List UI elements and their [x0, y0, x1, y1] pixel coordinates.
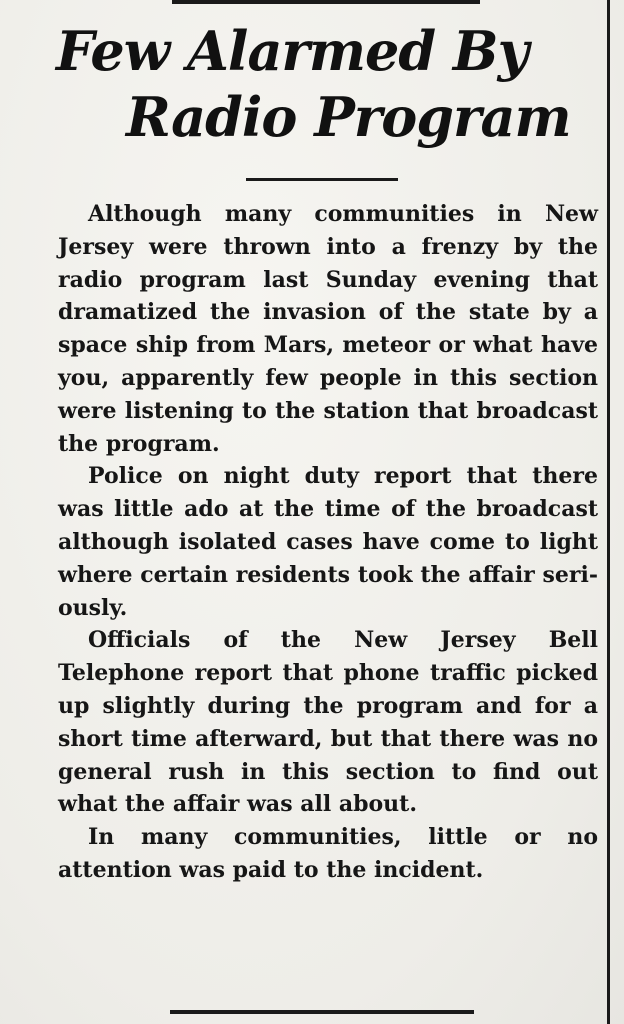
headline-divider-rule — [246, 178, 398, 181]
headline — [40, 18, 610, 150]
article-paragraph-1: Although many communities in New Jersey were thrown into a frenzy by the radio program last Sunday evening that dramatized the invasion of the state by a space ship from Mars, meteor or what have you, apparently few people in this section were listening to the station that broadcast the program. — [58, 201, 598, 457]
bottom-divider-rule — [170, 1010, 474, 1014]
article-paragraph-4: In many communities, little or no attention was paid to the incident. — [58, 824, 598, 883]
column-divider-rule — [607, 0, 610, 1024]
top-divider-rule — [172, 0, 480, 4]
article-paragraph-2: Police on night duty report that there was little ado at the time of the broadcast although isolated cases have come to light where certain residents took the affair seriously. — [58, 463, 598, 621]
headline-line-1: Few Alarmed By — [56, 19, 528, 83]
headline-line-2: Radio Program — [126, 85, 571, 149]
article-paragraph-3: Officials of the New Jersey Bell Telephone report that phone traffic picked up slightly during the program and for a short time afterward, but that there was no general rush in this section to find out what the affair was all about. — [58, 627, 598, 818]
article-body — [58, 198, 598, 887]
